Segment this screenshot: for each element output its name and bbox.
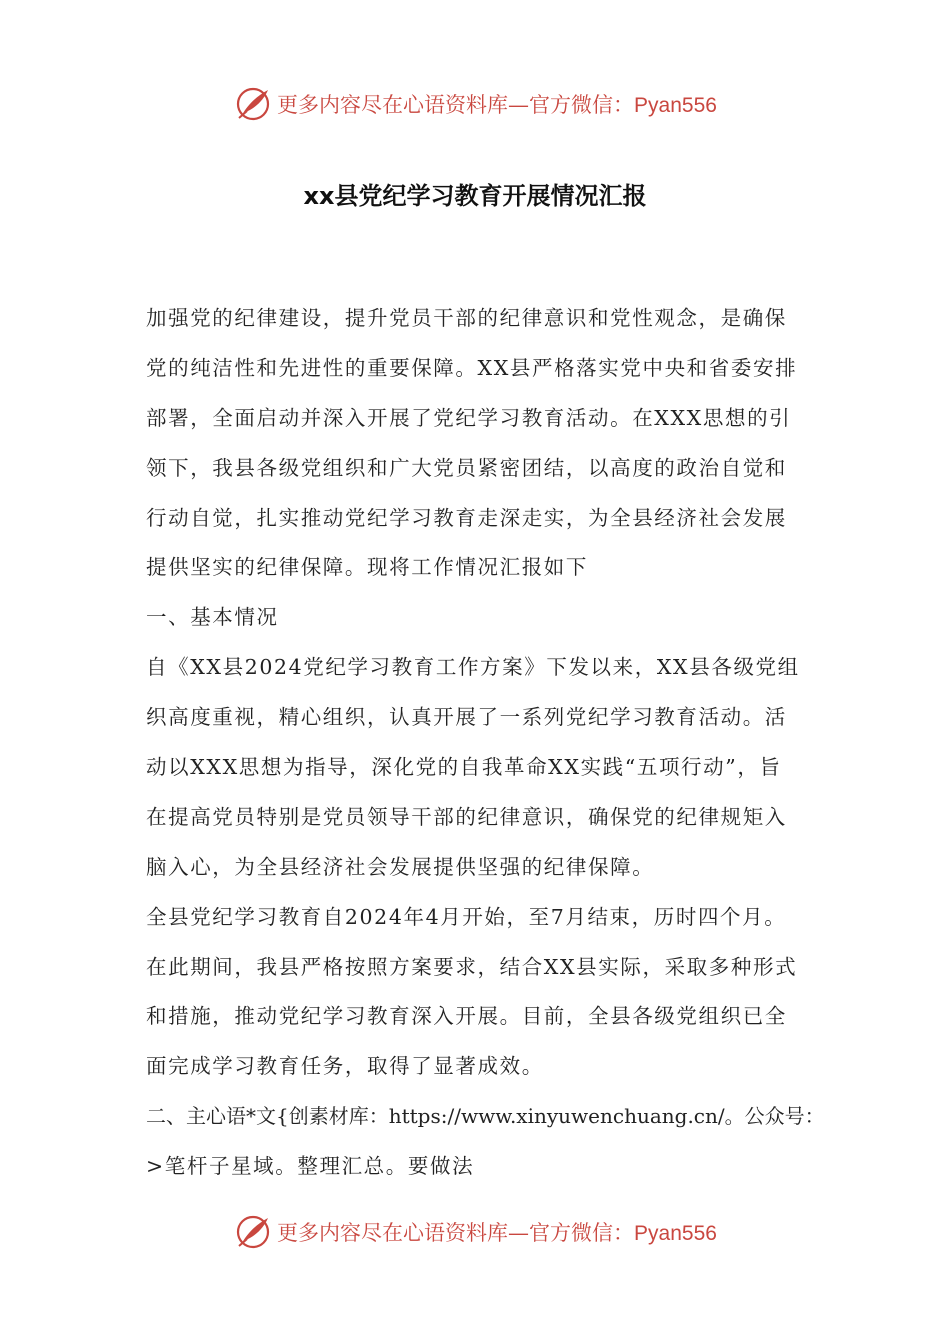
text-line: 脑入心，为全县经济社会发展提供坚强的纪律保障。 — [146, 854, 655, 879]
text-line: 自《XX县2024党纪学习教育工作方案》下发以来，XX县各级党组 — [146, 655, 800, 680]
text-line: 面完成学习教育任务，取得了显著成效。 — [146, 1054, 544, 1079]
quill-pen-logo-icon — [233, 1212, 273, 1252]
watermark-wechat-id: Pyan556 — [634, 94, 717, 117]
text-line: 提供坚实的纪律保障。现将工作情况汇报如下 — [146, 555, 588, 580]
text-line: 领下，我县各级党组织和广大党员紧密团结，以高度的政治自觉和 — [146, 455, 787, 480]
section-heading-basic: 一、基本情况 — [146, 605, 279, 630]
text-line: 加强党的纪律建设，提升党员干部的纪律意识和党性观念，是确保 — [146, 306, 787, 330]
text-line: 部署，全面启动并深入开展了党纪学习教育活动。在XXX思想的引 — [146, 405, 792, 430]
text-line: 全县党纪学习教育自2024年4月开始，至7月结束，历时四个月。 — [146, 904, 787, 929]
text-line: 动以XXX思想为指导，深化党的自我革命XX实践“五项行动”，旨 — [146, 755, 782, 780]
watermark-text: 更多内容尽在心语资料库—官方微信：Pyan556 — [277, 93, 717, 117]
footer-watermark — [0, 1210, 950, 1254]
text-line: >笔杆子星域。整理汇总。要做法 — [146, 1154, 475, 1179]
text-line: 在提高党员特别是党员领导干部的纪律意识，确保党的纪律规矩入 — [146, 804, 787, 829]
section-heading-main-practices: 二、主心语*文{创素材库：https://www.xinyuwenchuang.cn/。公众号： — [146, 1104, 825, 1129]
header-watermark — [0, 82, 950, 126]
text-line: 行动自觉，扎实推动党纪学习教育走深走实，为全县经济社会发展 — [146, 505, 787, 530]
text-line: 织高度重视，精心组织，认真开展了一系列党纪学习教育活动。活 — [146, 705, 787, 730]
watermark-wechat-id: Pyan556 — [634, 1222, 717, 1245]
quill-pen-logo-icon — [233, 84, 273, 124]
document-title: xx县党纪学习教育开展情况汇报 — [303, 182, 647, 210]
text-line: 在此期间，我县严格按照方案要求，结合XX县实际，采取多种形式 — [146, 954, 798, 979]
watermark-text: 更多内容尽在心语资料库—官方微信：Pyan556 — [277, 1221, 717, 1245]
text-line: 和措施，推动党纪学习教育深入开展。目前，全县各级党组织已全 — [146, 1004, 787, 1029]
document-body — [146, 294, 826, 1192]
text-line: 党的纯洁性和先进性的重要保障。XX县严格落实党中央和省委安排 — [146, 355, 798, 380]
